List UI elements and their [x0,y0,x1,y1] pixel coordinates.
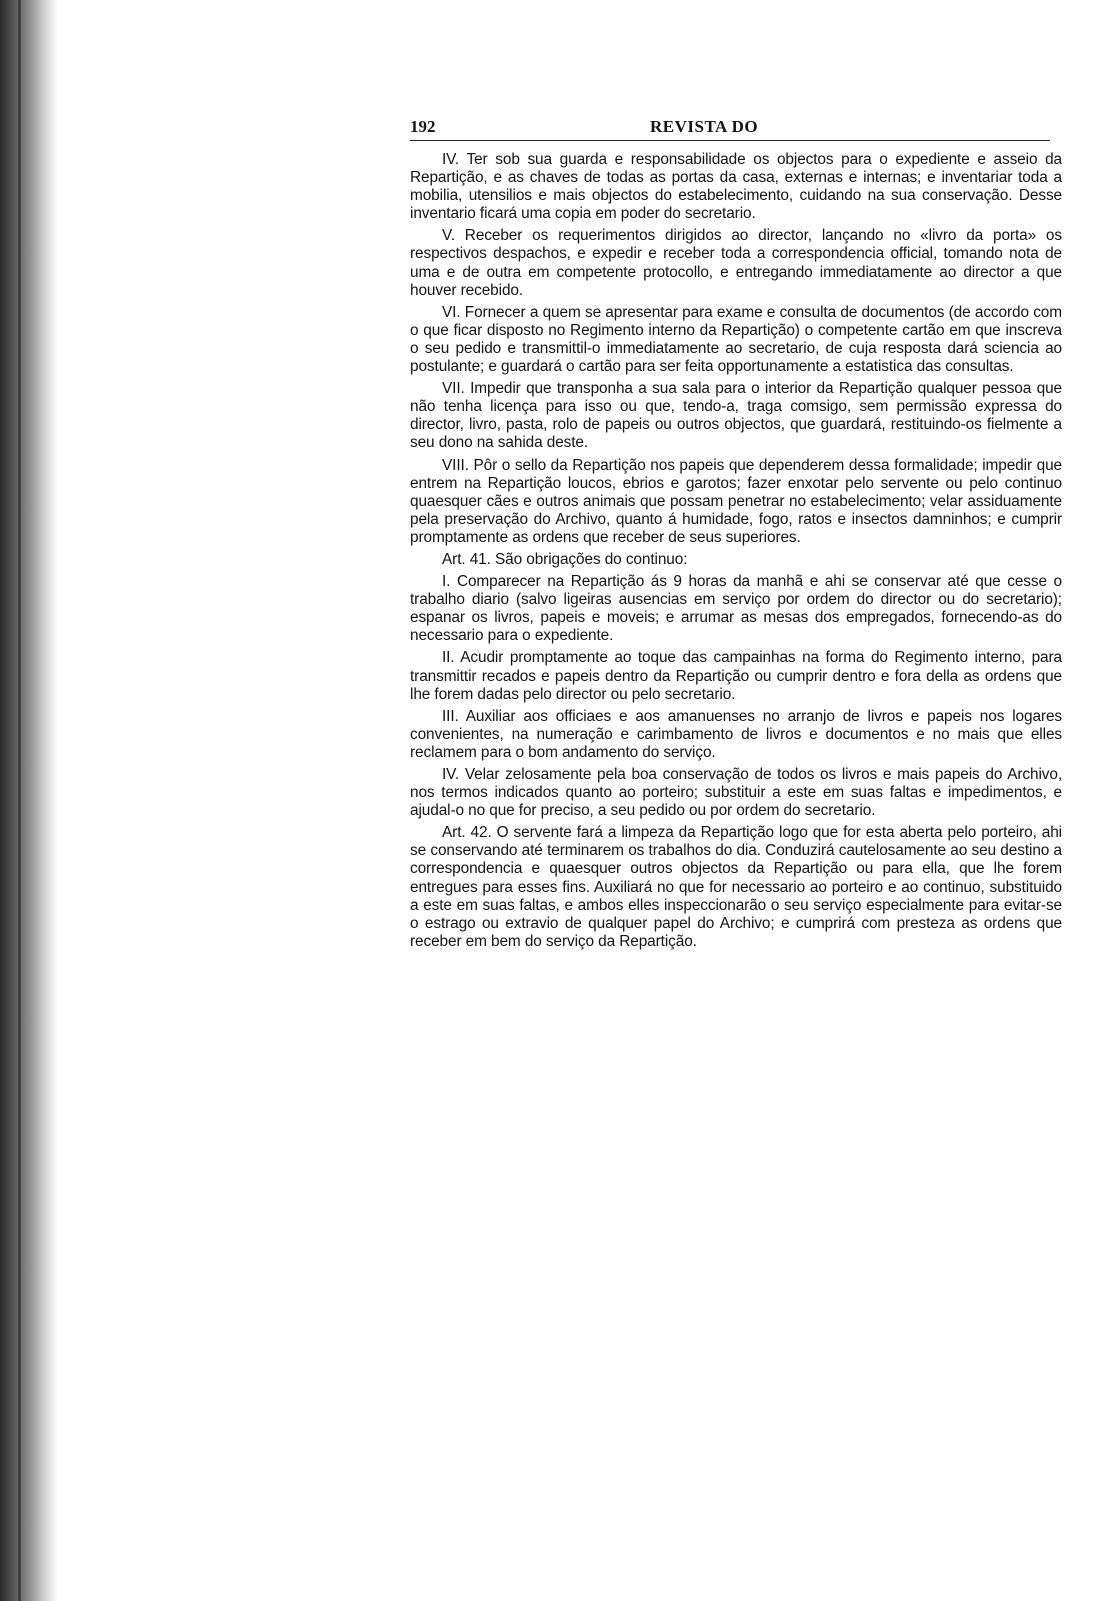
paragraph-continuo-ii: II. Acudir promptamente ao toque das campainhas na forma do Regimento interno, para transmittir recados e papeis dentro da Repartição ou cumprir dentro e fora della as ordens que lhe forem dadas pelo director ou pelo secretario. [410,649,1062,703]
paragraph-art-41: Art. 41. São obrigações do continuo: [442,550,688,568]
page-number: 192 [410,117,436,136]
paragraph-porteiro-v: V. Receber os requerimentos dirigidos ao director, lançando no «livro da porta» os respectivos despachos, e expedir e receber toda a correspondencia official, tomando nota de uma e de outra em competente protocollo, e entregando immediatamente ao director a que houver recebido. [410,227,1062,299]
book-binding-shadow [0,0,58,1601]
paragraph-art-42: Art. 42. O servente fará a limpeza da Repartição logo que for esta aberta pelo porteiro, ahi se conservando até terminarem os trabalhos do dia. Conduzirá cautelosamente ao seu destino a correspondencia e quaesquer outros objectos da Repartição ou para ella, que lhe forem entregues para esses fins. Auxiliará no que for necessario ao porteiro e ao continuo, substituido a este em suas faltas, e ambos elles inspeccionarão o seu serviço especialmente para evitar-se o estrago ou extravio de qualquer papel do Archivo; e cumprirá com presteza as ordens que receber em bem do serviço da Repartição. [410,824,1062,950]
paragraph-porteiro-iv: IV. Ter sob sua guarda e responsabilidade os objectos para o expediente e asseio da Repartição, e as chaves de todas as portas da casa, externas e internas; e inventariar toda a mobilia, utensilios e mais objectos do estabelecimento, cuidando na sua conservação. Desse inventario ficará uma copia em poder do secretario. [410,151,1062,223]
paragraph-continuo-iii: III. Auxiliar aos officiaes e aos amanuenses no arranjo de livros e papeis nos logares convenientes, na numeração e carimbamento de livros e documentos e no mais que elles reclamem para o bom andamento do serviço. [410,707,1062,761]
running-head [410,112,1062,140]
paragraph-porteiro-vii: VII. Impedir que transponha a sua sala para o interior da Repartição qualquer pessoa que não tenha licença para isso ou que, tendo-a, traga comsigo, sem permissão expressa do director, livro, pasta, rolo de papeis ou outros objectos, que guardará, restituindo-os fielmente a seu dono na sahida deste. [410,380,1062,452]
header-rule [410,140,1050,141]
paragraph-continuo-i: I. Comparecer na Repartição ás 9 horas da manhã e ahi se conservar até que cesse o trabalho diario (salvo ligeiras ausencias em serviço por ordem do director ou do secretario); espanar os livros, papeis e moveis; e arrumar as mesas dos empregados, fornecendo-as do necessario para o expediente. [410,573,1062,645]
running-title: REVISTA DO [650,117,759,136]
paragraph-continuo-iv: IV. Velar zelosamente pela boa conservação de todos os livros e mais papeis do Archivo, nos termos indicados quanto ao porteiro; substituir a este em suas faltas e impedimentos, e ajudal-o no que for preciso, a seu pedido ou por ordem do secretario. [410,766,1062,820]
paragraph-porteiro-viii: VIII. Pôr o sello da Repartição nos papeis que dependerem dessa formalidade; impedir que entrem na Repartição loucos, ebrios e garotos; fazer enxotar pelo servente ou pelo continuo quaesquer cães e outros animais que possam penetrar no estabelecimento; velar assiduamente pela preservação do Archivo, quanto á humidade, fogo, ratos e insectos damninhos; e cumprir promptamente as ordens que receber de seus superiores. [410,456,1062,546]
book-page [410,112,1062,955]
body-text [410,151,1062,951]
paragraph-porteiro-vi: VI. Fornecer a quem se apresentar para exame e consulta de documentos (de accordo com o que ficar disposto no Regimento interno da Repartição) o competente cartão em que inscreva o seu pedido e transmittil-o immediatamente ao secretario, de cuja resposta dará sciencia ao postulante; e guardará o cartão para ser feita opportunamente a estatistica das consultas. [410,303,1062,376]
